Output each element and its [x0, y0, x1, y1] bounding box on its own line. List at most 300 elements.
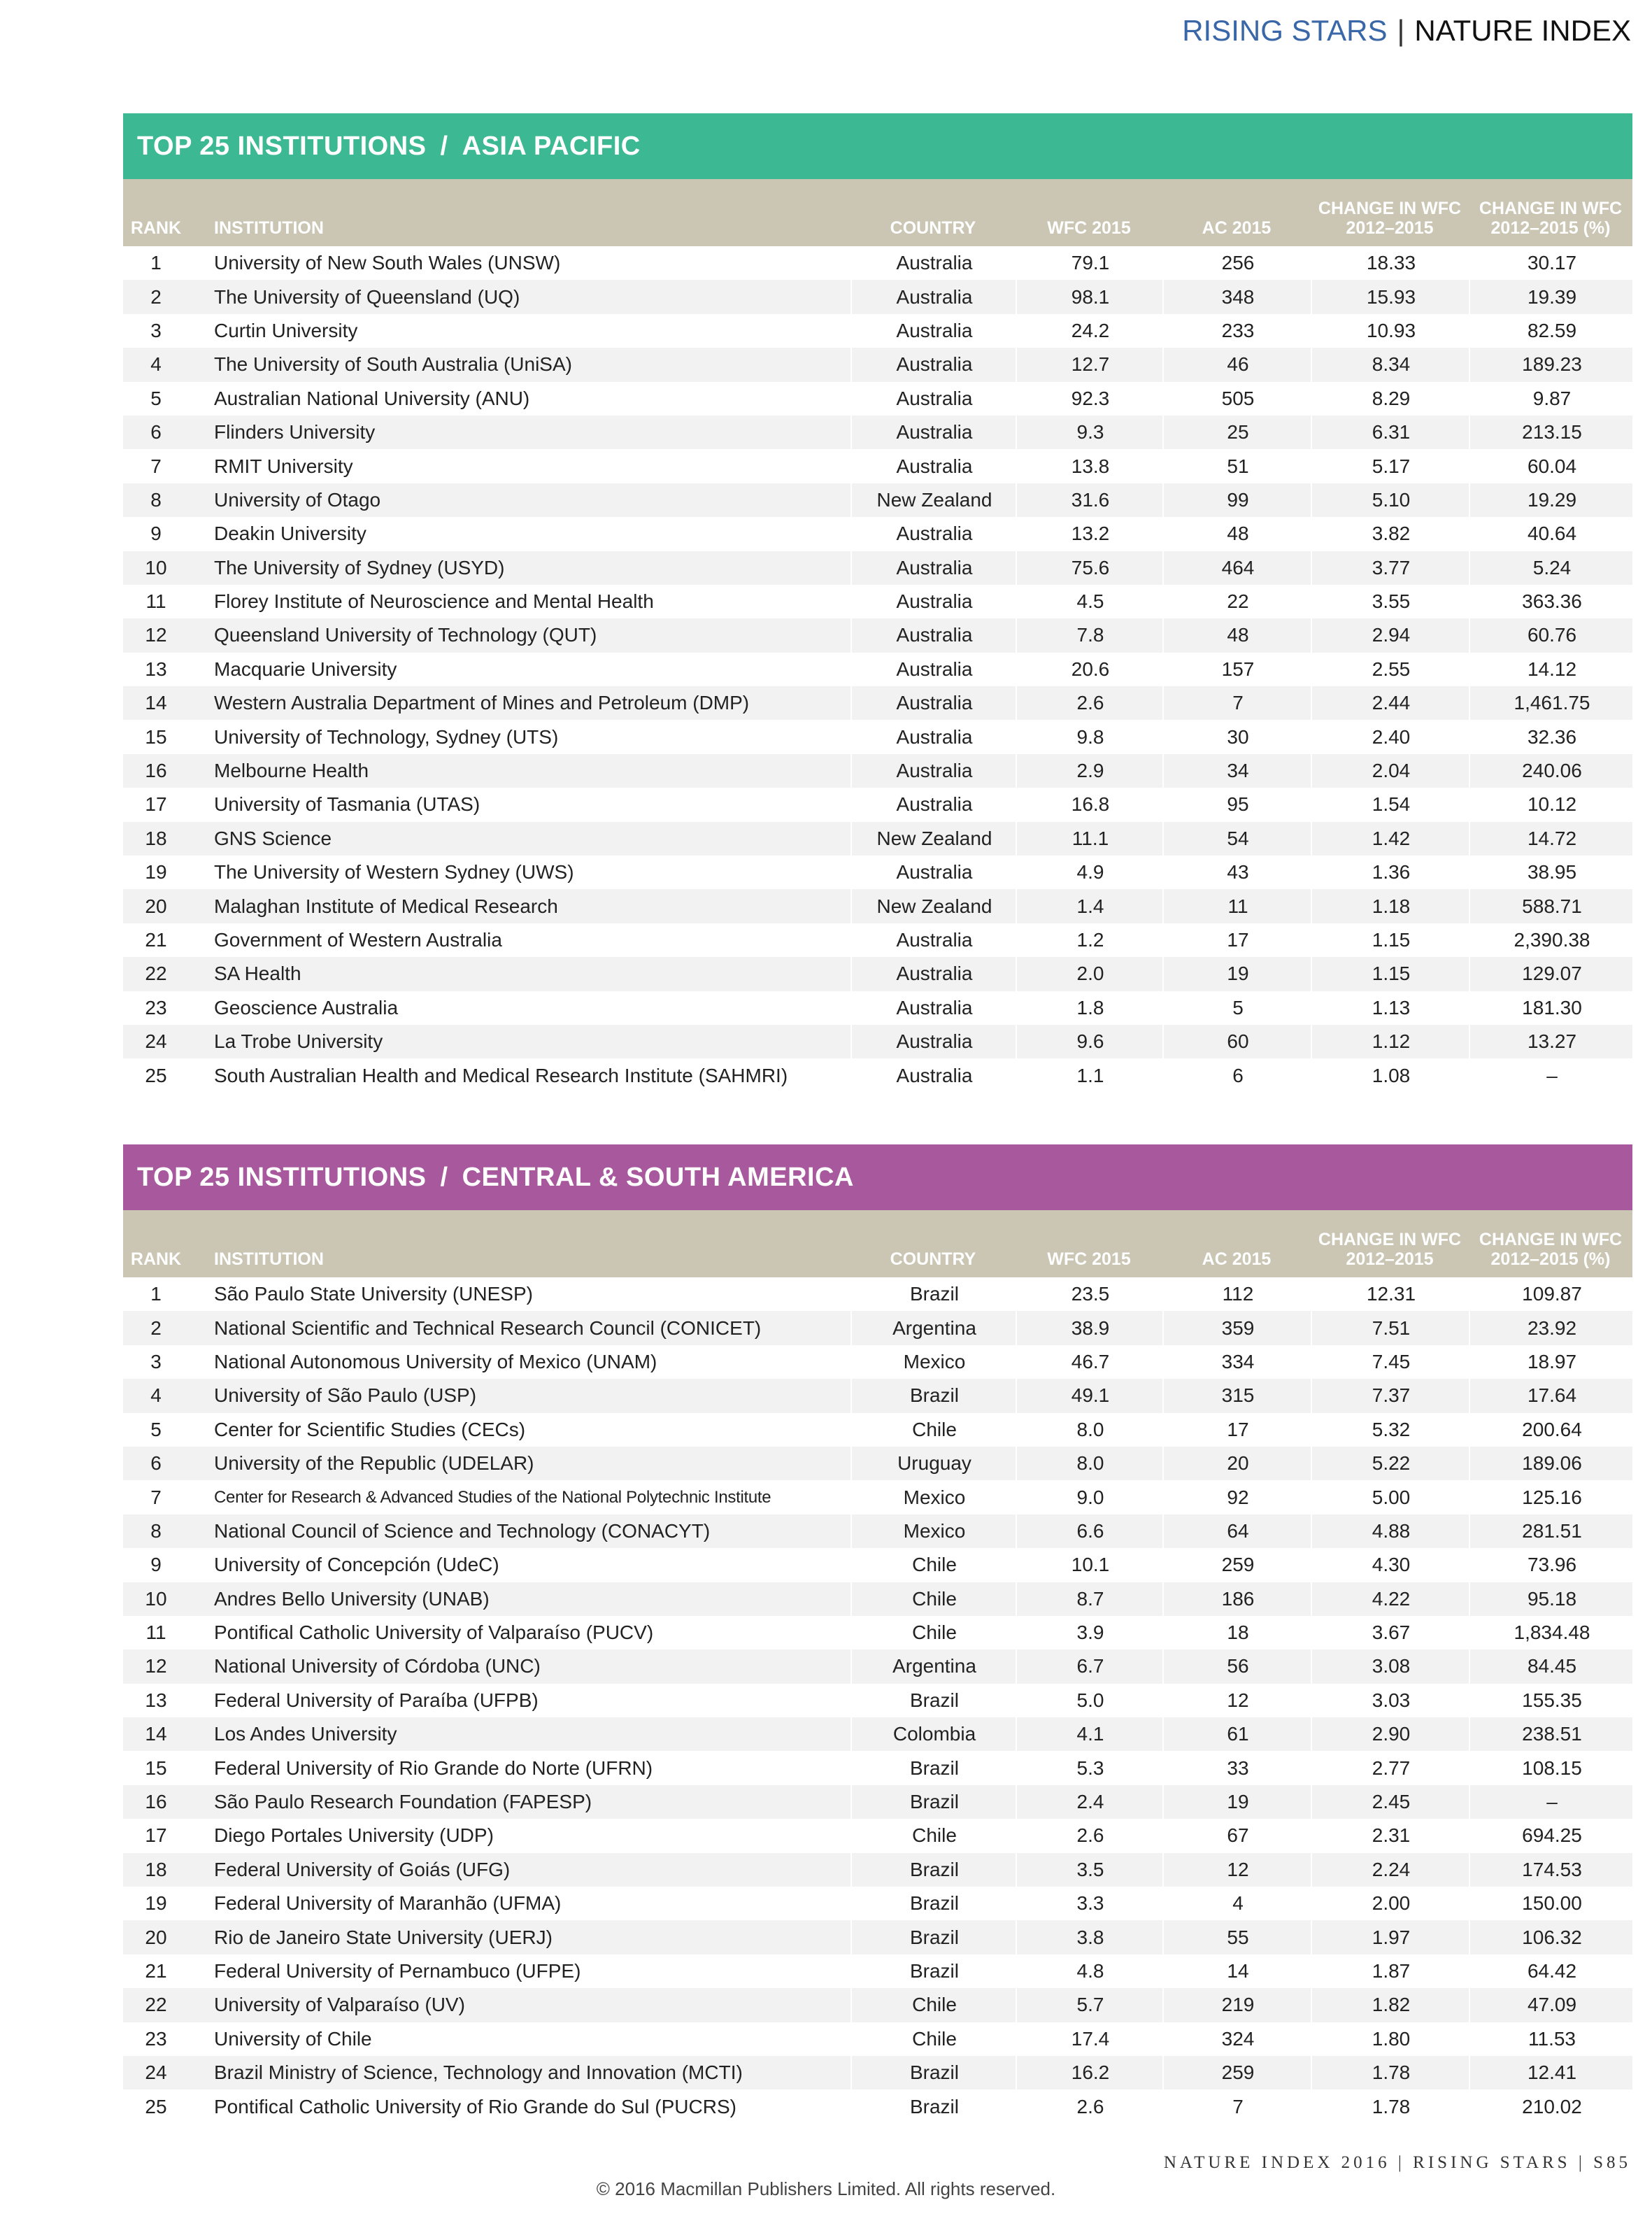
table-row	[123, 754, 1632, 788]
wfc-cell: 2.6	[1016, 686, 1164, 720]
ac-cell: 505	[1162, 382, 1312, 416]
ac-cell: 64	[1162, 1514, 1312, 1548]
ac-cell: 4	[1162, 1887, 1312, 1920]
change-cell: 1.36	[1311, 856, 1470, 889]
country-cell: Brazil	[850, 2089, 1017, 2123]
wfc-cell: 2.0	[1016, 957, 1164, 991]
col-wfc-header: WFC 2015	[1047, 218, 1131, 238]
change-cell: 5.32	[1311, 1413, 1470, 1447]
institution-cell: The University of Western Sydney (UWS)	[214, 861, 574, 884]
rank-cell: 15	[145, 1757, 167, 1779]
table-row	[123, 1582, 1632, 1616]
wfc-cell: 9.0	[1016, 1480, 1164, 1514]
institution-cell: University of Valparaíso (UV)	[214, 1994, 465, 2016]
pct-change-cell: 694.25	[1469, 1819, 1634, 1852]
table-row	[123, 1988, 1632, 2022]
country-cell: Argentina	[850, 1649, 1017, 1683]
table-row	[123, 1616, 1632, 1649]
wfc-cell: 7.8	[1016, 618, 1164, 652]
institution-cell: La Trobe University	[214, 1030, 383, 1053]
rank-cell: 5	[150, 387, 162, 409]
table-row	[123, 1717, 1632, 1751]
wfc-cell: 3.9	[1016, 1616, 1164, 1649]
pct-change-cell: 174.53	[1469, 1853, 1634, 1887]
rank-cell: 13	[145, 1689, 167, 1711]
wfc-cell: 5.0	[1016, 1684, 1164, 1717]
wfc-cell: 6.7	[1016, 1649, 1164, 1683]
pct-change-cell: 588.71	[1469, 889, 1634, 923]
ac-cell: 54	[1162, 822, 1312, 856]
wfc-cell: 2.6	[1016, 1819, 1164, 1852]
change-cell: 3.82	[1311, 517, 1470, 551]
rank-cell: 17	[145, 793, 167, 816]
institution-cell: Brazil Ministry of Science, Technology and Innovation (MCTI)	[214, 2062, 743, 2084]
wfc-cell: 3.3	[1016, 1887, 1164, 1920]
column-header-row	[123, 179, 1632, 246]
wfc-cell: 2.6	[1016, 2089, 1164, 2123]
country-cell: Australia	[850, 1058, 1017, 1092]
rank-cell: 9	[150, 1554, 162, 1576]
ac-cell: 17	[1162, 1413, 1312, 1447]
ac-cell: 157	[1162, 653, 1312, 686]
pct-change-cell: 95.18	[1469, 1582, 1634, 1616]
country-cell: Brazil	[850, 1684, 1017, 1717]
table-row	[123, 1345, 1632, 1379]
ac-cell: 67	[1162, 1819, 1312, 1852]
country-cell: Australia	[850, 1025, 1017, 1058]
country-cell: New Zealand	[850, 483, 1017, 517]
institution-cell: Pontifical Catholic University of Rio Grande do Sul (PUCRS)	[214, 2095, 736, 2117]
institution-cell: São Paulo Research Foundation (FAPESP)	[214, 1791, 592, 1813]
ac-cell: 22	[1162, 585, 1312, 618]
masthead-section: RISING STARS	[1182, 14, 1388, 47]
table-row	[123, 1684, 1632, 1717]
change-cell: 5.10	[1311, 483, 1470, 517]
rank-cell: 15	[145, 725, 167, 748]
change-cell: 2.94	[1311, 618, 1470, 652]
ac-cell: 359	[1162, 1311, 1312, 1344]
country-cell: Australia	[850, 923, 1017, 957]
institution-cell: Macquarie University	[214, 658, 397, 680]
pct-change-cell: 10.12	[1469, 788, 1634, 821]
change-cell: 1.97	[1311, 1920, 1470, 1954]
ac-cell: 219	[1162, 1988, 1312, 2022]
institution-cell: Florey Institute of Neuroscience and Mental Health	[214, 590, 654, 613]
table-row	[123, 889, 1632, 923]
country-cell: Australia	[850, 686, 1017, 720]
country-cell: Brazil	[850, 1887, 1017, 1920]
country-cell: Australia	[850, 246, 1017, 280]
col-wfc-header: WFC 2015	[1047, 1249, 1131, 1269]
col-pct-header-line1: CHANGE IN WFC	[1479, 1230, 1623, 1249]
pct-change-cell: 84.45	[1469, 1649, 1634, 1683]
rank-cell: 14	[145, 1723, 167, 1745]
ac-cell: 259	[1162, 2056, 1312, 2089]
col-institution-header: INSTITUTION	[214, 1249, 324, 1269]
change-cell: 1.13	[1311, 991, 1470, 1025]
table-row	[123, 653, 1632, 686]
table-row	[123, 1311, 1632, 1344]
rank-cell: 4	[150, 1384, 162, 1407]
pct-change-cell: 9.87	[1469, 382, 1634, 416]
col-change-header-line1: CHANGE IN WFC	[1318, 1230, 1462, 1249]
rank-cell: 6	[150, 421, 162, 444]
country-cell: New Zealand	[850, 822, 1017, 856]
rank-cell: 3	[150, 319, 162, 341]
table-row	[123, 856, 1632, 889]
wfc-cell: 9.3	[1016, 416, 1164, 449]
table-row	[123, 1751, 1632, 1784]
rank-cell: 24	[145, 2062, 167, 2084]
pct-change-cell: 23.92	[1469, 1311, 1634, 1344]
table-row	[123, 348, 1632, 381]
table-title-region: ASIA PACIFIC	[462, 131, 641, 161]
institution-cell: Los Andes University	[214, 1723, 397, 1745]
change-cell: 7.51	[1311, 1311, 1470, 1344]
institution-cell: Australian National University (ANU)	[214, 387, 530, 409]
col-rank-header: RANK	[130, 1249, 182, 1269]
change-cell: 2.77	[1311, 1751, 1470, 1784]
ac-cell: 51	[1162, 449, 1312, 483]
wfc-cell: 11.1	[1016, 822, 1164, 856]
change-cell: 2.40	[1311, 720, 1470, 753]
pct-change-cell: 129.07	[1469, 957, 1634, 991]
table-row	[123, 1025, 1632, 1058]
change-cell: 2.31	[1311, 1819, 1470, 1852]
rank-cell: 21	[145, 1960, 167, 1982]
table-row	[123, 1379, 1632, 1412]
pct-change-cell: 18.97	[1469, 1345, 1634, 1379]
ac-cell: 6	[1162, 1058, 1312, 1092]
pct-change-cell: 108.15	[1469, 1751, 1634, 1784]
rank-cell: 1	[150, 1283, 162, 1305]
wfc-cell: 4.9	[1016, 856, 1164, 889]
table-row	[123, 788, 1632, 821]
change-cell: 3.77	[1311, 551, 1470, 585]
change-cell: 3.55	[1311, 585, 1470, 618]
pct-change-cell: 60.04	[1469, 449, 1634, 483]
ac-cell: 55	[1162, 1920, 1312, 1954]
rank-cell: 11	[145, 590, 166, 613]
country-cell: Australia	[850, 382, 1017, 416]
ac-cell: 99	[1162, 483, 1312, 517]
ac-cell: 46	[1162, 348, 1312, 381]
institution-cell: Federal University of Rio Grande do Norte (UFRN)	[214, 1757, 653, 1779]
table-row	[123, 483, 1632, 517]
change-cell: 1.08	[1311, 1058, 1470, 1092]
wfc-cell: 4.1	[1016, 1717, 1164, 1751]
wfc-cell: 17.4	[1016, 2022, 1164, 2056]
col-change-header	[1311, 1230, 1469, 1269]
table-row	[123, 2056, 1632, 2089]
pct-change-cell: –	[1469, 1785, 1634, 1819]
wfc-cell: 23.5	[1016, 1277, 1164, 1311]
table-row	[123, 1785, 1632, 1819]
wfc-cell: 3.8	[1016, 1920, 1164, 1954]
rank-cell: 21	[145, 929, 167, 951]
country-cell: Brazil	[850, 1379, 1017, 1412]
wfc-cell: 8.0	[1016, 1413, 1164, 1447]
institution-cell: Geoscience Australia	[214, 996, 399, 1019]
pct-change-cell: 60.76	[1469, 618, 1634, 652]
pct-change-cell: 238.51	[1469, 1717, 1634, 1751]
pct-change-cell: 82.59	[1469, 314, 1634, 348]
table-row	[123, 923, 1632, 957]
rank-cell: 23	[145, 2027, 167, 2050]
pct-change-cell: 19.39	[1469, 280, 1634, 313]
wfc-cell: 49.1	[1016, 1379, 1164, 1412]
institution-cell: Federal University of Maranhão (UFMA)	[214, 1892, 562, 1915]
wfc-cell: 24.2	[1016, 314, 1164, 348]
rank-cell: 22	[145, 963, 167, 985]
ac-cell: 25	[1162, 416, 1312, 449]
pct-change-cell: 64.42	[1469, 1954, 1634, 1988]
change-cell: 10.93	[1311, 314, 1470, 348]
col-pct-header	[1469, 1230, 1632, 1269]
institution-cell: University of Otago	[214, 488, 381, 511]
copyright-notice: © 2016 Macmillan Publishers Limited. All rights reserved.	[596, 2178, 1056, 2199]
country-cell: Mexico	[850, 1345, 1017, 1379]
table-row	[123, 2089, 1632, 2123]
institution-cell: University of New South Wales (UNSW)	[214, 252, 561, 274]
institution-cell: Federal University of Pernambuco (UFPE)	[214, 1960, 581, 1982]
pct-change-cell: –	[1469, 1058, 1634, 1092]
change-cell: 1.12	[1311, 1025, 1470, 1058]
country-cell: Brazil	[850, 1785, 1017, 1819]
ac-cell: 95	[1162, 788, 1312, 821]
country-cell: Australia	[850, 449, 1017, 483]
ac-cell: 19	[1162, 957, 1312, 991]
pct-change-cell: 150.00	[1469, 1887, 1634, 1920]
pct-change-cell: 189.06	[1469, 1447, 1634, 1480]
wfc-cell: 9.8	[1016, 720, 1164, 753]
ac-cell: 19	[1162, 1785, 1312, 1819]
column-header-row	[123, 1210, 1632, 1277]
country-cell: Chile	[850, 1988, 1017, 2022]
country-cell: Chile	[850, 2022, 1017, 2056]
change-cell: 2.00	[1311, 1887, 1470, 1920]
rank-cell: 10	[145, 556, 167, 579]
institution-cell: Malaghan Institute of Medical Research	[214, 895, 558, 917]
country-cell: Colombia	[850, 1717, 1017, 1751]
change-cell: 5.22	[1311, 1447, 1470, 1480]
institution-cell: Federal University of Goiás (UFG)	[214, 1858, 511, 1880]
masthead	[1182, 10, 1631, 52]
rank-cell: 25	[145, 2095, 167, 2117]
country-cell: Chile	[850, 1413, 1017, 1447]
change-cell: 15.93	[1311, 280, 1470, 313]
country-cell: Chile	[850, 1548, 1017, 1582]
country-cell: Australia	[850, 856, 1017, 889]
table-row	[123, 2022, 1632, 2056]
wfc-cell: 5.3	[1016, 1751, 1164, 1784]
table-row	[123, 686, 1632, 720]
ac-cell: 112	[1162, 1277, 1312, 1311]
ac-cell: 56	[1162, 1649, 1312, 1683]
table-asia-pacific	[123, 113, 1632, 1093]
wfc-cell: 38.9	[1016, 1311, 1164, 1344]
institution-cell: Melbourne Health	[214, 760, 369, 782]
rank-cell: 12	[145, 1655, 167, 1677]
pct-change-cell: 155.35	[1469, 1684, 1634, 1717]
change-cell: 12.31	[1311, 1277, 1470, 1311]
table-row	[123, 1447, 1632, 1480]
table-row	[123, 1649, 1632, 1683]
institution-cell: Federal University of Paraíba (UFPB)	[214, 1689, 539, 1711]
institution-cell: Diego Portales University (UDP)	[214, 1824, 494, 1847]
change-cell: 4.22	[1311, 1582, 1470, 1616]
col-change-header-line1: CHANGE IN WFC	[1318, 199, 1462, 218]
ac-cell: 334	[1162, 1345, 1312, 1379]
change-cell: 1.80	[1311, 2022, 1470, 2056]
table-row	[123, 618, 1632, 652]
col-rank-header: RANK	[130, 218, 182, 238]
table-title-left: TOP 25 INSTITUTIONS	[137, 1162, 427, 1192]
rank-cell: 9	[150, 523, 162, 545]
institution-cell: SA Health	[214, 963, 301, 985]
ac-cell: 18	[1162, 1616, 1312, 1649]
rank-cell: 2	[150, 285, 162, 308]
institution-cell: University of Tasmania (UTAS)	[214, 793, 480, 816]
country-cell: Australia	[850, 551, 1017, 585]
pct-change-cell: 181.30	[1469, 991, 1634, 1025]
col-pct-header-line1: CHANGE IN WFC	[1479, 199, 1623, 218]
country-cell: Brazil	[850, 2056, 1017, 2089]
institution-cell: Queensland University of Technology (QUT)	[214, 624, 597, 646]
country-cell: Brazil	[850, 1954, 1017, 1988]
country-cell: Brazil	[850, 1751, 1017, 1784]
institution-cell: Curtin University	[214, 319, 358, 341]
institution-cell: University of Chile	[214, 2027, 372, 2050]
rank-cell: 13	[145, 658, 167, 680]
wfc-cell: 4.5	[1016, 585, 1164, 618]
table-row	[123, 416, 1632, 449]
pct-change-cell: 210.02	[1469, 2089, 1634, 2123]
wfc-cell: 13.2	[1016, 517, 1164, 551]
change-cell: 18.33	[1311, 246, 1470, 280]
pct-change-cell: 19.29	[1469, 483, 1634, 517]
wfc-cell: 2.4	[1016, 1785, 1164, 1819]
table-title-banner	[123, 1144, 1632, 1210]
rank-cell: 8	[150, 488, 162, 511]
col-change-header	[1311, 199, 1469, 238]
ac-cell: 17	[1162, 923, 1312, 957]
rank-cell: 17	[145, 1824, 167, 1847]
pct-change-cell: 109.87	[1469, 1277, 1634, 1311]
wfc-cell: 8.0	[1016, 1447, 1164, 1480]
table-row	[123, 822, 1632, 856]
running-footer: NATURE INDEX 2016 | RISING STARS | S85	[1163, 2153, 1631, 2172]
wfc-cell: 1.8	[1016, 991, 1164, 1025]
pct-change-cell: 200.64	[1469, 1413, 1634, 1447]
rank-cell: 24	[145, 1030, 167, 1053]
institution-cell: Rio de Janeiro State University (UERJ)	[214, 1926, 553, 1948]
institution-cell: National University of Córdoba (UNC)	[214, 1655, 541, 1677]
table-title-left: TOP 25 INSTITUTIONS	[137, 131, 427, 161]
rank-cell: 11	[145, 1622, 166, 1644]
table-central-south-america	[123, 1144, 1632, 2124]
institution-cell: GNS Science	[214, 827, 332, 849]
change-cell: 7.45	[1311, 1345, 1470, 1379]
country-cell: Chile	[850, 1616, 1017, 1649]
country-cell: Mexico	[850, 1514, 1017, 1548]
pct-change-cell: 281.51	[1469, 1514, 1634, 1548]
table-title-slash: /	[440, 1162, 448, 1192]
rank-cell: 16	[145, 760, 167, 782]
wfc-cell: 9.6	[1016, 1025, 1164, 1058]
rank-cell: 3	[150, 1350, 162, 1372]
table-row	[123, 449, 1632, 483]
ac-cell: 315	[1162, 1379, 1312, 1412]
pct-change-cell: 1,461.75	[1469, 686, 1634, 720]
table-row	[123, 517, 1632, 551]
institution-cell: University of the Republic (UDELAR)	[214, 1452, 534, 1475]
pct-change-cell: 2,390.38	[1469, 923, 1634, 957]
rank-cell: 4	[150, 353, 162, 376]
ac-cell: 34	[1162, 754, 1312, 788]
change-cell: 2.55	[1311, 653, 1470, 686]
table-row	[123, 1277, 1632, 1311]
country-cell: Australia	[850, 416, 1017, 449]
pct-change-cell: 14.72	[1469, 822, 1634, 856]
wfc-cell: 13.8	[1016, 449, 1164, 483]
ac-cell: 12	[1162, 1853, 1312, 1887]
change-cell: 4.88	[1311, 1514, 1470, 1548]
pct-change-cell: 40.64	[1469, 517, 1634, 551]
masthead-publication: NATURE INDEX	[1414, 14, 1631, 47]
change-cell: 1.82	[1311, 1988, 1470, 2022]
country-cell: Australia	[850, 280, 1017, 313]
ac-cell: 20	[1162, 1447, 1312, 1480]
wfc-cell: 2.9	[1016, 754, 1164, 788]
change-cell: 3.67	[1311, 1616, 1470, 1649]
change-cell: 8.29	[1311, 382, 1470, 416]
institution-cell: National Autonomous University of Mexico (UNAM)	[214, 1350, 657, 1372]
change-cell: 8.34	[1311, 348, 1470, 381]
pct-change-cell: 32.36	[1469, 720, 1634, 753]
institution-cell: Andres Bello University (UNAB)	[214, 1587, 490, 1610]
wfc-cell: 20.6	[1016, 653, 1164, 686]
table-title-banner	[123, 113, 1632, 179]
country-cell: Brazil	[850, 1853, 1017, 1887]
institution-cell: University of Technology, Sydney (UTS)	[214, 725, 559, 748]
institution-cell: Center for Scientific Studies (CECs)	[214, 1418, 526, 1440]
rank-cell: 7	[150, 455, 162, 477]
ac-cell: 5	[1162, 991, 1312, 1025]
institution-cell: The University of Sydney (USYD)	[214, 556, 505, 579]
table-title-slash: /	[440, 131, 448, 161]
institution-cell: Deakin University	[214, 523, 366, 545]
wfc-cell: 31.6	[1016, 483, 1164, 517]
col-country-header: COUNTRY	[890, 1249, 976, 1269]
rank-cell: 6	[150, 1452, 162, 1475]
country-cell: Australia	[850, 991, 1017, 1025]
wfc-cell: 12.7	[1016, 348, 1164, 381]
institution-cell: University of Concepción (UdeC)	[214, 1554, 499, 1576]
country-cell: Australia	[850, 754, 1017, 788]
change-cell: 1.15	[1311, 923, 1470, 957]
change-cell: 2.04	[1311, 754, 1470, 788]
rank-cell: 2	[150, 1317, 162, 1339]
rank-cell: 5	[150, 1418, 162, 1440]
table-row	[123, 1954, 1632, 1988]
pct-change-cell: 106.32	[1469, 1920, 1634, 1954]
col-pct-header-line2: 2012–2015 (%)	[1490, 218, 1611, 238]
country-cell: Australia	[850, 788, 1017, 821]
change-cell: 5.17	[1311, 449, 1470, 483]
rank-cell: 7	[150, 1486, 162, 1508]
country-cell: Uruguay	[850, 1447, 1017, 1480]
